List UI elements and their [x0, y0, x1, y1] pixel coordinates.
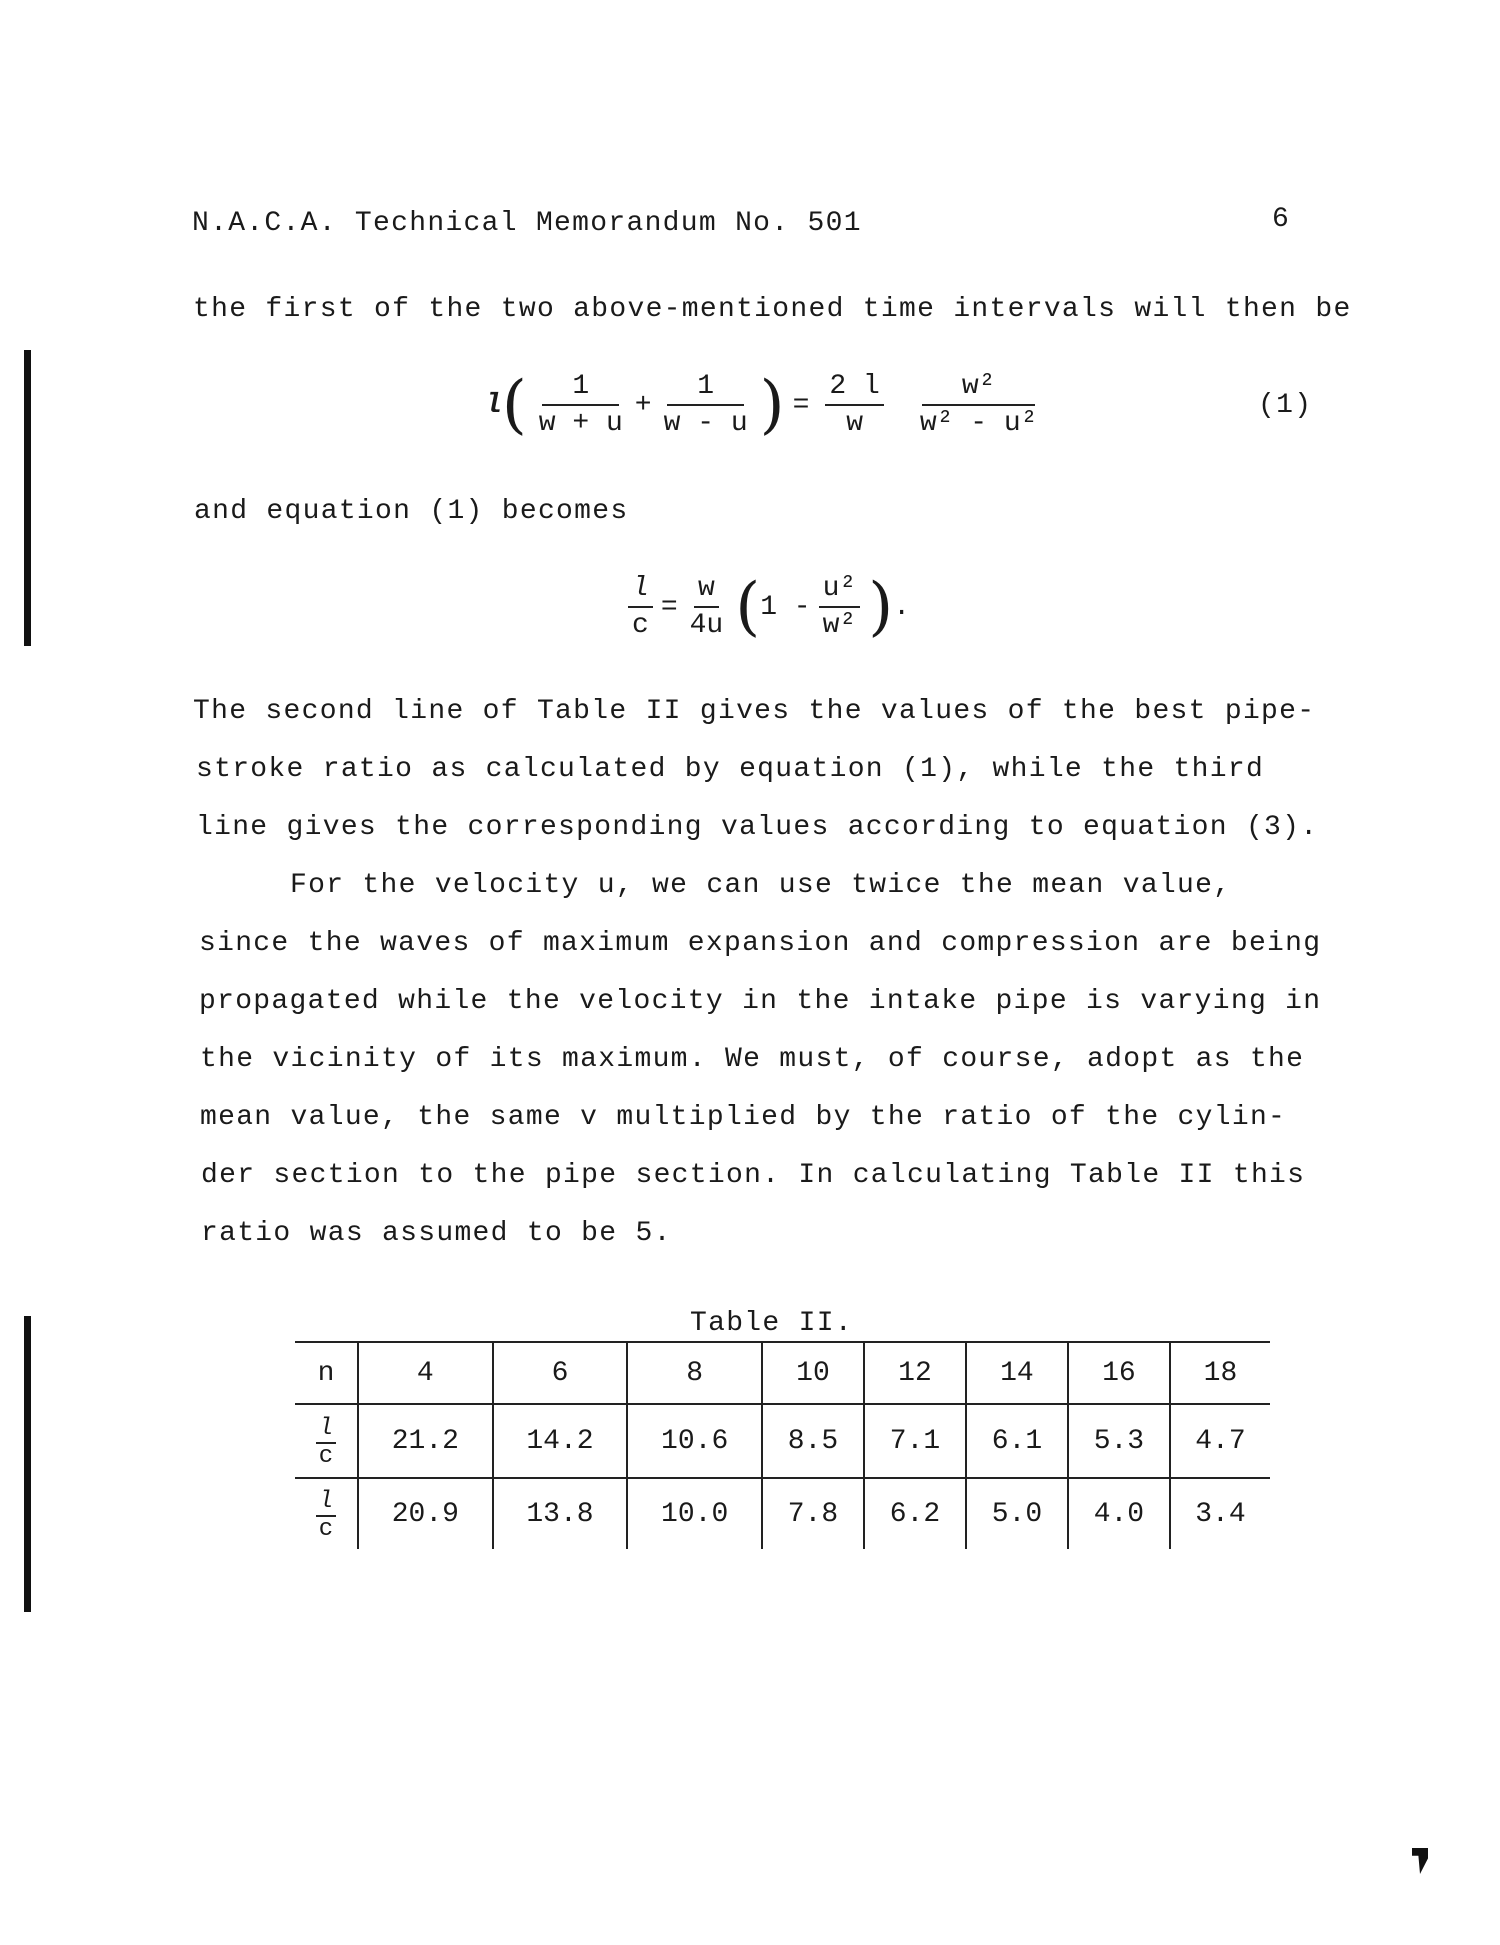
row-label: [295, 1404, 358, 1478]
paragraph-line: The second line of Table II gives the values of the best pipe-: [193, 696, 1316, 727]
eq1-lead: l: [485, 389, 502, 421]
plus: +: [634, 389, 652, 421]
table-row: [295, 1404, 1270, 1478]
fraction: [628, 573, 653, 641]
paragraph-line: since the waves of maximum expansion and compression are being: [199, 928, 1322, 959]
corner-mark: [1412, 1848, 1428, 1874]
numerator: l: [628, 573, 653, 608]
paragraph-line: mean value, the same v multiplied by the ratio of the cylin-: [200, 1102, 1287, 1133]
equation-1: [485, 368, 1049, 442]
denominator: w + u: [538, 408, 623, 439]
header-cell: 4: [358, 1342, 493, 1404]
table-cell: 6.2: [864, 1478, 966, 1549]
header-title: N.A.C.A. Technical Memorandum No. 501: [192, 208, 862, 239]
table-cell: 4.0: [1068, 1478, 1170, 1549]
fraction: [819, 573, 861, 641]
one-minus: 1 -: [760, 591, 811, 623]
table-cell: 21.2: [358, 1404, 493, 1478]
equation-1-label: (1): [1258, 390, 1313, 421]
paragraph-line: line gives the corresponding values according to equation (3).: [196, 812, 1319, 843]
denominator: c: [318, 1443, 334, 1470]
paragraph-line: propagated while the velocity in the intake pipe is varying in: [199, 986, 1322, 1017]
table-row: [295, 1478, 1270, 1549]
row-label: [295, 1478, 358, 1549]
fraction: [535, 371, 627, 439]
paragraph-line: ratio was assumed to be 5.: [201, 1218, 672, 1249]
table-cell: 7.1: [864, 1404, 966, 1478]
numerator: w: [694, 573, 719, 608]
table-cell: 4.7: [1170, 1404, 1270, 1478]
paren-close: ): [868, 570, 894, 644]
table-cell: 14.2: [493, 1404, 628, 1478]
denominator: 4u: [689, 610, 724, 641]
paren-open: (: [501, 368, 527, 442]
denominator: w²: [822, 610, 857, 641]
scan-margin-bar: [24, 350, 31, 646]
fraction: [825, 371, 883, 439]
denominator: w² - u²: [919, 408, 1038, 439]
table-cell: 3.4: [1170, 1478, 1270, 1549]
denominator: w - u: [663, 408, 748, 439]
table-ii: [295, 1341, 1270, 1549]
table-cell: 20.9: [358, 1478, 493, 1549]
equals: =: [660, 591, 678, 623]
table-header-row: [295, 1342, 1270, 1404]
table-cell: 8.5: [762, 1404, 864, 1478]
numerator: 1: [542, 371, 619, 406]
scan-margin-bar: [24, 1316, 31, 1612]
equation-2: [620, 570, 910, 644]
numerator: 1: [667, 371, 744, 406]
period: .: [893, 591, 911, 623]
fraction: [916, 371, 1042, 439]
mid-line: and equation (1) becomes: [194, 496, 629, 527]
paren-close: ): [759, 368, 785, 442]
denominator: c: [632, 610, 649, 641]
header-cell: 12: [864, 1342, 966, 1404]
table-cell: 6.1: [966, 1404, 1068, 1478]
numerator: 2 l: [825, 371, 883, 406]
paragraph-line: der section to the pipe section. In calculating Table II this: [201, 1160, 1306, 1191]
paragraph-line: For the velocity u, we can use twice the mean value,: [290, 870, 1232, 901]
table-title: Table II.: [690, 1308, 853, 1339]
table-cell: 10.6: [627, 1404, 762, 1478]
denominator: c: [318, 1516, 334, 1543]
table-cell: 10.0: [627, 1478, 762, 1549]
numerator: w²: [922, 371, 1036, 406]
table-cell: 5.0: [966, 1478, 1068, 1549]
header-cell: 8: [627, 1342, 762, 1404]
equals: =: [792, 389, 810, 421]
page-number: 6: [1272, 204, 1291, 235]
numerator: l: [316, 1416, 336, 1444]
header-cell: n: [317, 1357, 335, 1389]
denominator: w: [846, 408, 864, 439]
paren-open: (: [735, 570, 761, 644]
header-cell: 10: [762, 1342, 864, 1404]
table-cell: 7.8: [762, 1478, 864, 1549]
header-cell: 14: [966, 1342, 1068, 1404]
paragraph-line: stroke ratio as calculated by equation (1), while the third: [196, 754, 1265, 785]
fraction: [686, 573, 728, 641]
fraction: [660, 371, 752, 439]
header-cell: 6: [493, 1342, 628, 1404]
table-cell: 5.3: [1068, 1404, 1170, 1478]
intro-line: the first of the two above-mentioned time intervals will then be: [193, 294, 1352, 325]
header-cell: 18: [1170, 1342, 1270, 1404]
numerator: u²: [819, 573, 861, 608]
numerator: l: [316, 1489, 336, 1517]
table-cell: 13.8: [493, 1478, 628, 1549]
header-cell: 16: [1068, 1342, 1170, 1404]
paragraph-line: the vicinity of its maximum. We must, of course, adopt as the: [200, 1044, 1305, 1075]
